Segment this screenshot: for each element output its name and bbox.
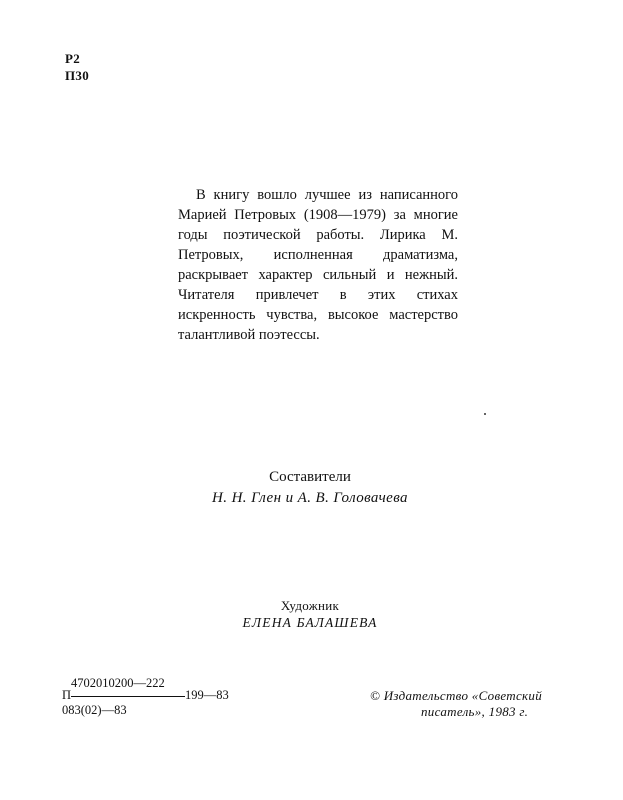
artist-name: ЕЛЕНА БАЛАШЕВА xyxy=(242,615,378,630)
catalog-fraction-line xyxy=(71,696,185,697)
library-classification xyxy=(65,50,89,84)
compilers-label: Составители xyxy=(269,469,351,485)
catalog-denominator: 083(02)—83 xyxy=(62,703,127,717)
book-annotation xyxy=(178,185,458,345)
catalog-numerator: 4702010200—222 xyxy=(71,676,165,690)
annotation-text: В книгу вошло лучшее из написанного Марией Петровых (1908—1979) за многие годы поэтической работы. Лирика М. Петровых, исполненная драматизма, раскрывает характер сильный и нежный. Читателя привлечет в этих стихах искренность чувства, высокое мастерство талантливой поэтессы. xyxy=(178,187,458,343)
copyright-notice xyxy=(370,688,570,720)
artist-block xyxy=(200,597,420,632)
compilers-block xyxy=(150,467,470,509)
author-mark: П30 xyxy=(65,68,90,83)
copyright-line-2: писатель», 1983 г. xyxy=(421,704,529,719)
catalog-letter: П xyxy=(62,688,72,702)
classification-code: Р2 xyxy=(65,51,81,66)
copyright-line-1: © Издательство «Советский xyxy=(370,688,543,703)
compilers-names: Н. Н. Глен и А. В. Головачева xyxy=(212,490,408,506)
print-speck xyxy=(484,413,486,415)
artist-label: Художник xyxy=(280,598,340,613)
catalog-ref: 199—83 xyxy=(185,688,229,702)
catalog-index xyxy=(62,676,237,718)
